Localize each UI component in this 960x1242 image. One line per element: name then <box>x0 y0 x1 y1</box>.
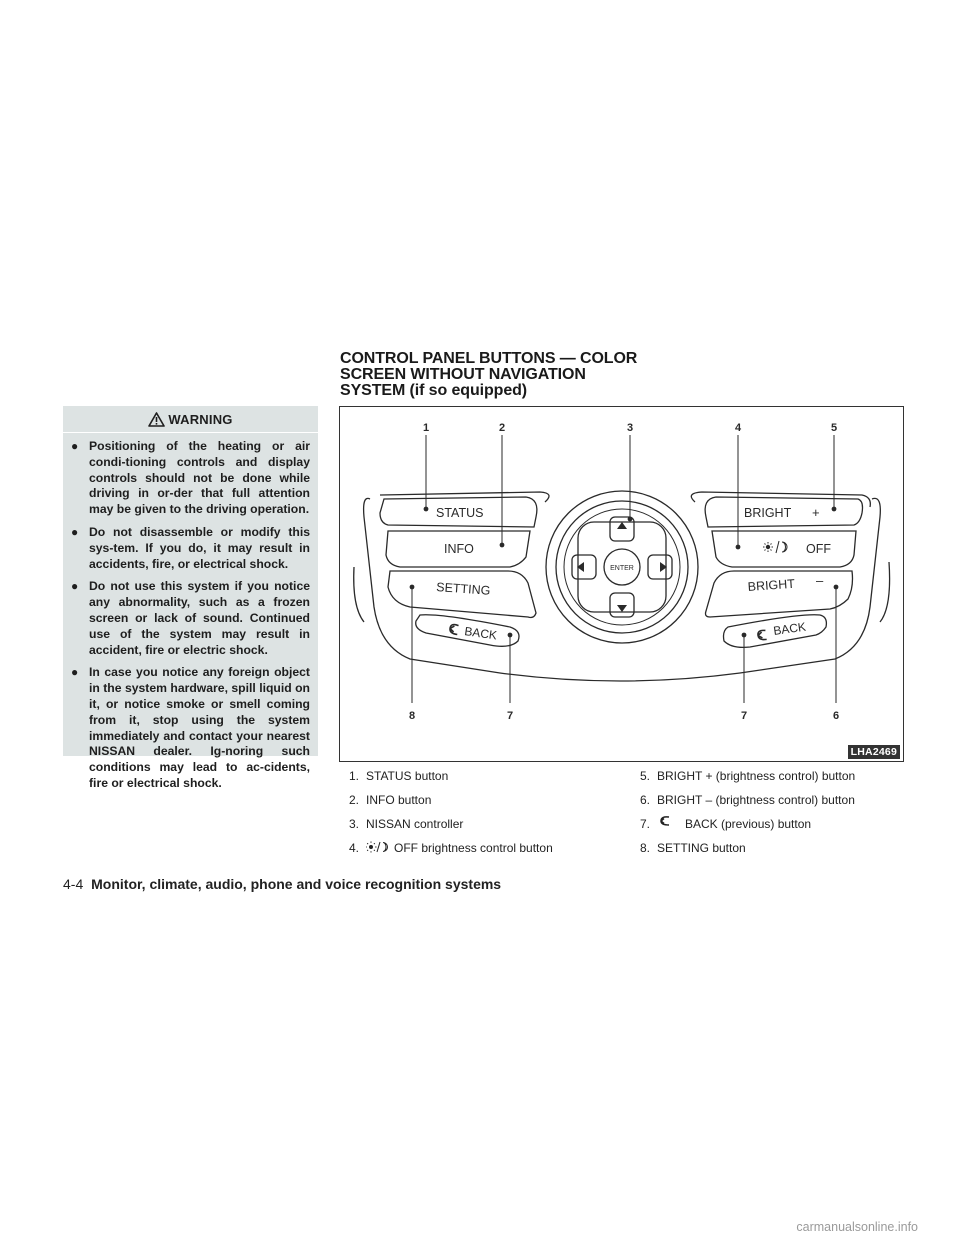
warning-triangle-icon <box>148 412 165 427</box>
legend-text: STATUS button <box>366 769 449 783</box>
warning-title: WARNING <box>168 411 233 427</box>
brightness-off-icon <box>366 840 394 854</box>
callout-number: 5 <box>830 422 838 434</box>
callout-number: 7 <box>740 710 748 722</box>
watermark[interactable]: carmanualsonline.info <box>796 1220 918 1234</box>
enter-label: ENTER <box>610 565 634 572</box>
section-title-line: SCREEN WITHOUT NAVIGATION <box>340 366 586 383</box>
legend-number: 8. <box>640 841 651 855</box>
callout-number: 4 <box>734 422 742 434</box>
bullet: ● <box>71 439 79 453</box>
legend-number: 5. <box>640 769 651 783</box>
legend-number: 2. <box>349 793 360 807</box>
legend-text: BRIGHT – (brightness control) button <box>657 793 855 807</box>
warning-text: Do not disassemble or modify this sys-tem. If you do, it may result in accidents, fire, or electrical shock. <box>89 524 310 571</box>
legend-item <box>349 768 553 792</box>
section-title-line: SYSTEM (if so equipped) <box>340 382 528 399</box>
back-right-label: BACK <box>772 619 807 638</box>
info-label: INFO <box>444 542 474 556</box>
section-title <box>340 351 740 399</box>
warning-item <box>71 579 310 658</box>
bullet: ● <box>71 524 79 539</box>
bright-minus-label: BRIGHT <box>747 576 796 594</box>
off-button-shape <box>712 531 856 567</box>
legend-left <box>349 768 553 864</box>
figure-code: LHA2469 <box>848 745 900 759</box>
off-label: OFF <box>806 542 831 556</box>
section-title-line: CONTROL PANEL BUTTONS — COLOR <box>340 350 638 367</box>
warning-item <box>71 665 310 791</box>
warning-item <box>71 525 310 572</box>
legend-item <box>349 840 553 864</box>
setting-label: SETTING <box>435 580 491 598</box>
back-arrow-icon <box>657 816 685 830</box>
page-footer <box>63 876 501 892</box>
legend-item <box>640 768 855 792</box>
legend-number: 7. <box>640 817 651 831</box>
callout-number: 8 <box>408 710 416 722</box>
bright-plus-label: BRIGHT <box>744 506 792 520</box>
legend-right <box>640 768 855 864</box>
warning-text: Do not use this system if you notice any abnormality, such as a frozen screen or lack of sound. Continued use of the system may result in accident, fire or electric shock. <box>89 579 310 657</box>
legend-text: INFO button <box>366 793 432 807</box>
control-panel-figure <box>339 406 904 762</box>
warning-item <box>71 439 310 518</box>
legend-text: SETTING button <box>657 841 746 855</box>
legend-item <box>349 792 553 816</box>
control-panel-drawing <box>340 407 903 761</box>
legend-number: 3. <box>349 817 360 831</box>
minus-label: – <box>816 573 824 588</box>
panel-outline-left <box>354 567 364 622</box>
legend-text: OFF brightness control button <box>394 841 553 855</box>
warning-list <box>63 433 318 792</box>
warning-text: In case you notice any foreign object in the system hardware, spill liquid on it, or notice smoke or smell coming from it, stop using the system immediately and contact your nearest NISSAN dealer. Ig-noring such conditions may lead to ac-cidents, fire or electrical shock. <box>89 665 310 790</box>
warning-text: Positioning of the heating or air condi-tioning controls and display controls should not be done while driving in or-der that full attention may be given to the driving operation. <box>89 439 310 517</box>
page-number: 4-4 <box>63 876 84 892</box>
plus-label: + <box>812 505 820 520</box>
legend-item <box>640 792 855 816</box>
callout-number: 1 <box>422 422 430 434</box>
status-label: STATUS <box>436 506 484 520</box>
chapter-title: Monitor, climate, audio, phone and voice recognition systems <box>91 876 502 892</box>
panel-outline-inner <box>380 492 870 507</box>
warning-header <box>63 406 318 433</box>
legend-number: 6. <box>640 793 651 807</box>
back-left-label: BACK <box>463 624 498 643</box>
brightness-off-icon <box>763 541 787 553</box>
bullet: ● <box>71 665 79 680</box>
legend-item <box>349 816 553 840</box>
callout-number: 2 <box>498 422 506 434</box>
panel-outline-right <box>880 562 890 622</box>
callout-number: 7 <box>506 710 514 722</box>
legend-text: BRIGHT + (brightness control) button <box>657 769 856 783</box>
up-arrow-icon <box>617 522 627 529</box>
bullet: ● <box>71 579 79 594</box>
legend-number: 1. <box>349 769 360 783</box>
callout-number: 3 <box>626 422 634 434</box>
legend-item <box>640 840 855 864</box>
down-arrow-icon <box>617 605 627 612</box>
legend-text: NISSAN controller <box>366 817 464 831</box>
warning-box <box>63 406 318 790</box>
back-arrow-icon <box>757 630 766 641</box>
legend-text: BACK (previous) button <box>685 817 812 831</box>
back-arrow-icon <box>449 624 458 635</box>
legend-number: 4. <box>349 841 360 855</box>
callout-number: 6 <box>832 710 840 722</box>
legend-item <box>640 816 855 840</box>
